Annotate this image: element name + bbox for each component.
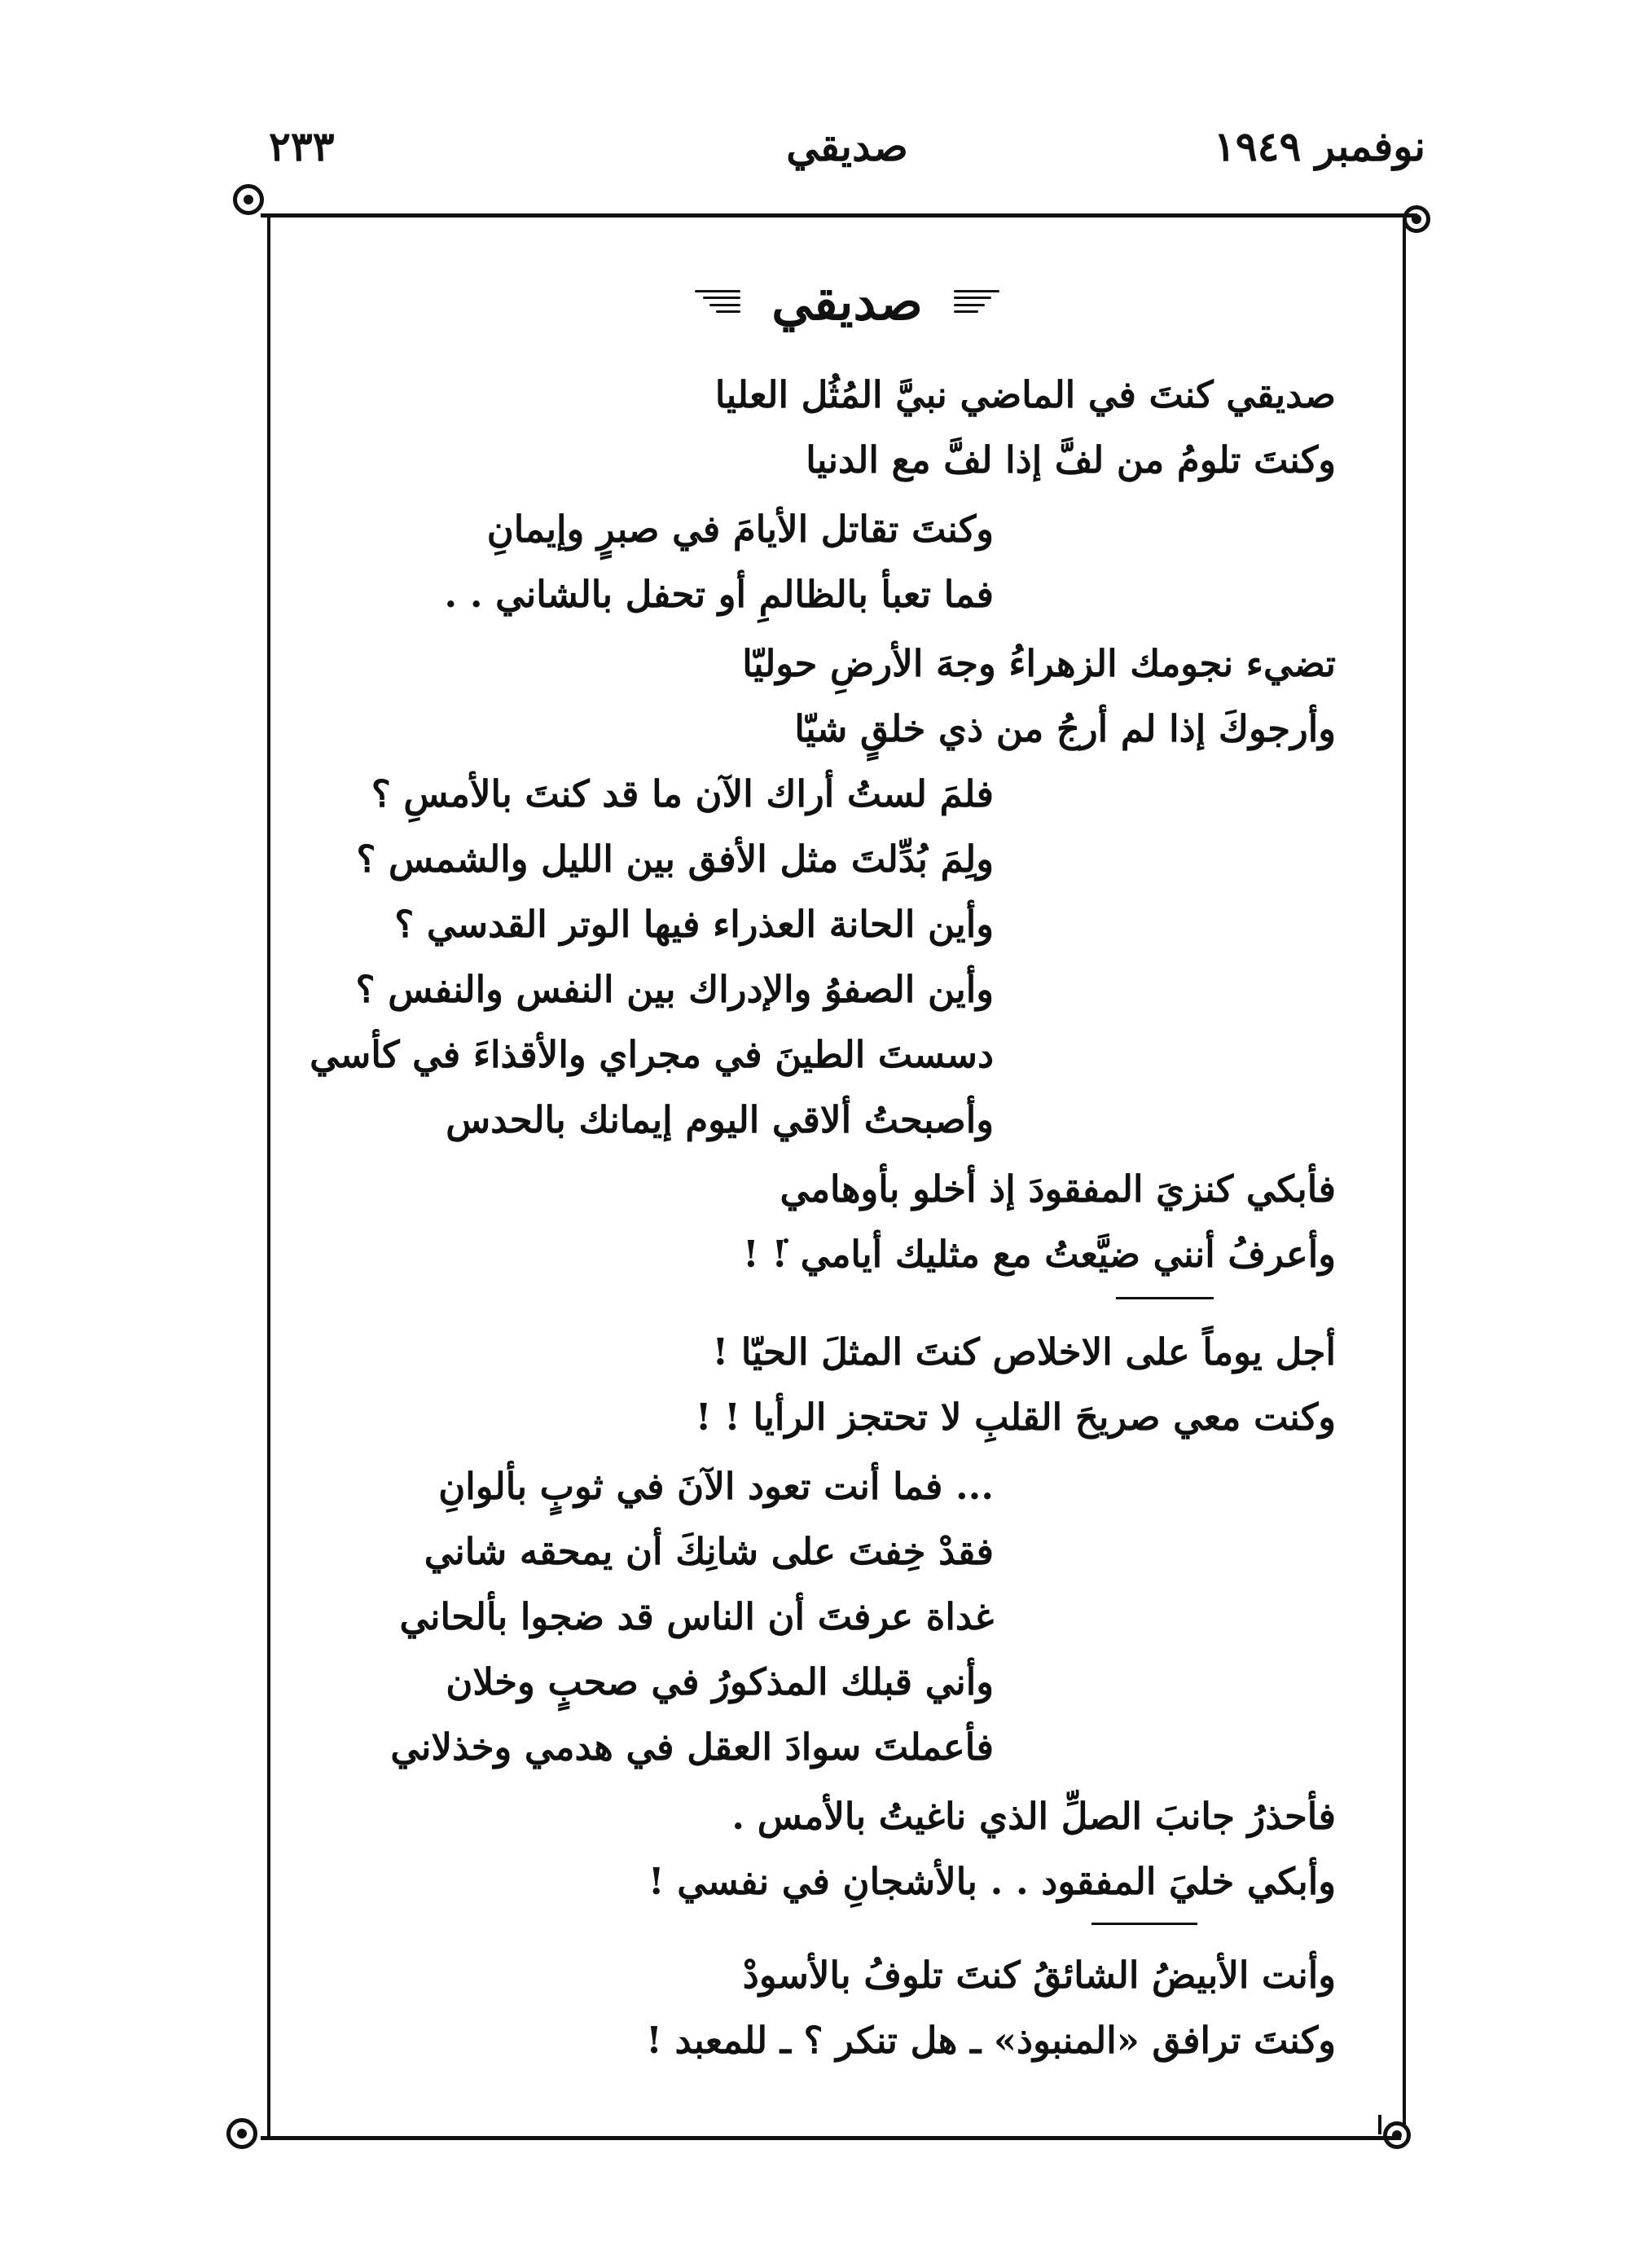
verse-line: فقدْ خِفتَ على شانِكَ أن يمحقه شاني: [424, 1530, 994, 1573]
verse-line: تضيء نجومك الزهراءُ وجهَ الأرضِ حوليّا: [742, 642, 1336, 685]
corner-ornament-icon: [233, 184, 264, 215]
section-divider: [1116, 1297, 1214, 1299]
frame-tick: [267, 2116, 270, 2136]
flourish-icon: [695, 290, 740, 313]
left-border-line: [267, 213, 270, 2136]
corner-ornament-icon: [1383, 2121, 1411, 2149]
poem-heading: [635, 261, 1059, 342]
verse-line: فأعملتَ سوادَ العقل في هدمي وخذلاني: [390, 1725, 994, 1769]
verse-line: وكنتَ تقاتل الأيامَ في صبرٍ وإيمانِ: [486, 508, 994, 551]
bottom-rule: [261, 2136, 1401, 2140]
verse-line: وأين الحانة العذراء فيها الوتر القدسي ؟: [394, 903, 994, 946]
verse-line: وكنتَ تلومُ من لفَّ إذا لفَّ مع الدنيا: [806, 438, 1336, 481]
right-border-line: [1403, 220, 1406, 2126]
running-head-date: نوفمبر ١٩٤٩: [1213, 122, 1425, 170]
poem-title: صديقي: [771, 271, 923, 332]
verse-line: وأعرفُ أنني ضيَّعتُ مع مثليك أيامي ! !: [742, 1233, 1336, 1276]
verse-line: وكنت معي صريحَ القلبِ لا تحتجز الرأيا ! !: [695, 1396, 1336, 1439]
verse-line: غداة عرفتَ أن الناس قد ضجوا بألحاني: [399, 1595, 994, 1638]
verse-line: وأين الصفوُ والإدراك بين النفس والنفس ؟: [355, 968, 994, 1011]
verse-line: وكنتَ ترافق «المنبوذ» ـ هل تنكر ؟ ـ للمعبد !: [646, 2019, 1336, 2062]
verse-line: ... فما أنت تعود الآنَ في ثوبٍ بألوانِ: [438, 1465, 994, 1508]
verse-line: فأحذرُ جانبَ الصلِّ الذي ناغيتُ بالأمس .: [731, 1795, 1336, 1838]
frame-tick: [1378, 2115, 1381, 2134]
verse-line: فلمَ لستُ أراك الآن ما قد كنتَ بالأمسِ ؟: [371, 772, 994, 815]
verse-line: أجل يوماً على الاخلاص كنتَ المثلَ الحيّا !: [712, 1330, 1336, 1374]
corner-ornament-icon: [1403, 205, 1430, 233]
page-number: ٢٣٣: [269, 122, 335, 170]
corner-ornament-icon: [226, 2118, 257, 2149]
verse-line: دسستَ الطينَ في مجراي والأقذاءَ في كأسي: [310, 1033, 994, 1076]
top-rule: [261, 213, 1417, 218]
verse-line: فما تعبأ بالظالمِ أو تحفل بالشاني . .: [444, 573, 994, 616]
verse-line: صديقي كنتَ في الماضي نبيَّ المُثُل العليا: [714, 373, 1336, 416]
verse-line: ولِمَ بُدِّلتَ مثل الأفق بين الليل والشمس ؟: [356, 837, 994, 881]
verse-line: وأصبحتُ ألاقي اليوم إيمانك بالحدس: [446, 1098, 994, 1141]
running-head-title: صديقي: [786, 122, 908, 170]
verse-line: وأني قبلك المذكورُ في صحبٍ وخلان: [446, 1660, 994, 1703]
verse-line: وأبكي خليَ المفقود . . بالأشجانِ في نفسي !: [648, 1860, 1336, 1903]
section-divider: [1091, 1923, 1197, 1925]
verse-line: وأرجوكَ إذا لم أرجُ من ذي خلقٍ شيّا: [794, 707, 1336, 750]
flourish-icon: [954, 290, 999, 313]
running-head: [269, 122, 1425, 187]
verse-line: وأنت الأبيضُ الشائقُ كنتَ تلوفُ بالأسودْ: [742, 1954, 1336, 1997]
verse-line: فأبكي كنزيَ المفقودَ إذ أخلو بأوهامي: [780, 1167, 1336, 1211]
